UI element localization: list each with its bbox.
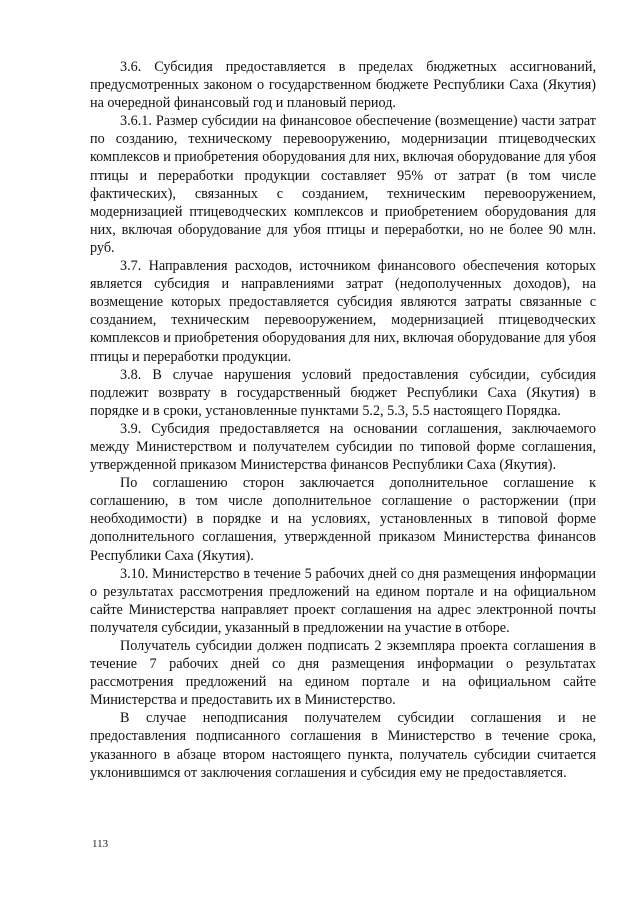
paragraph-3-10: 3.10. Министерство в течение 5 рабочих дней со дня размещения информации о результатах рассмотрения предложений на едином портале и на официальном сайте Министерства направляет проект соглашения на адрес электронной почты получателя субсидии, указанный в предложении на участие в отборе. [90,565,596,636]
paragraph-3-9: 3.9. Субсидия предоставляется на основании соглашения, заключаемого между Министерством и получателем субсидии по типовой форме соглашения, утвержденной приказом Министерства финансов Республики Саха (Якутия). [90,420,596,474]
paragraph-3-10-signing: Получатель субсидии должен подписать 2 экземпляра проекта соглашения в течение 7 рабочих дней со дня размещения информации о результатах рассмотрения предложений на едином портале и на официальном сайте Министерства и предоставить их в Министерство. [90,638,596,709]
paragraph-3-8: 3.8. В случае нарушения условий предоставления субсидии, субсидия подлежит возврату в государственный бюджет Республики Саха (Якутия) в порядке и в сроки, установленные пунктами 5.2, 5.3, 5.5 настоящего Порядка. [90,366,596,419]
paragraph-3-9-additional-agreement: По соглашению сторон заключается дополнительное соглашение к соглашению, в том числе дополнительное соглашение о расторжении (при необходимости) в порядке и на условиях, установленных в типовой форме дополнительного соглашения, утвержденной приказом Министерства финансов Республики Саха (Якутия). [90,475,596,564]
document-body [90,58,596,782]
paragraph-3-10-evasion: В случае неподписания получателем субсидии соглашения и не предоставления подписанного соглашения в Министерство в течение срока, указанного в абзаце втором настоящего пункта, получатель субсидии считается уклонившимся от заключения соглашения и субсидия ему не предоставляется. [90,710,596,781]
paragraph-3-6-1: 3.6.1. Размер субсидии на финансовое обеспечение (возмещение) части затрат по созданию, техническому перевооружению, модернизации птицеводческих комплексов и приобретения оборудования для них, включая оборудование для убоя птицы и переработки продукции составляет 95% от затрат (в том числе фактических), связанных с созданием, техническим перевооружением, модернизацией птицеводческих комплексов и приобретением оборудования для них, включая оборудование для убоя птицы и переработки, но не более 90 млн. руб. [90,113,596,256]
paragraph-3-7: 3.7. Направления расходов, источником финансового обеспечения которых является субсидия и направлениями затрат (недополученных доходов), на возмещение которых предоставляется субсидия являются затраты связанные с созданием, техническим перевооружением, модернизацией птицеводческих комплексов и приобретения оборудования для них, включая оборудование для убоя птицы и переработки продукции. [90,258,596,365]
paragraph-3-6: 3.6. Субсидия предоставляется в пределах бюджетных ассигнований, предусмотренных законом о государственном бюджете Республики Саха (Якутия) на очередной финансовый год и плановый период. [90,59,596,112]
page-number: 113 [92,838,109,850]
